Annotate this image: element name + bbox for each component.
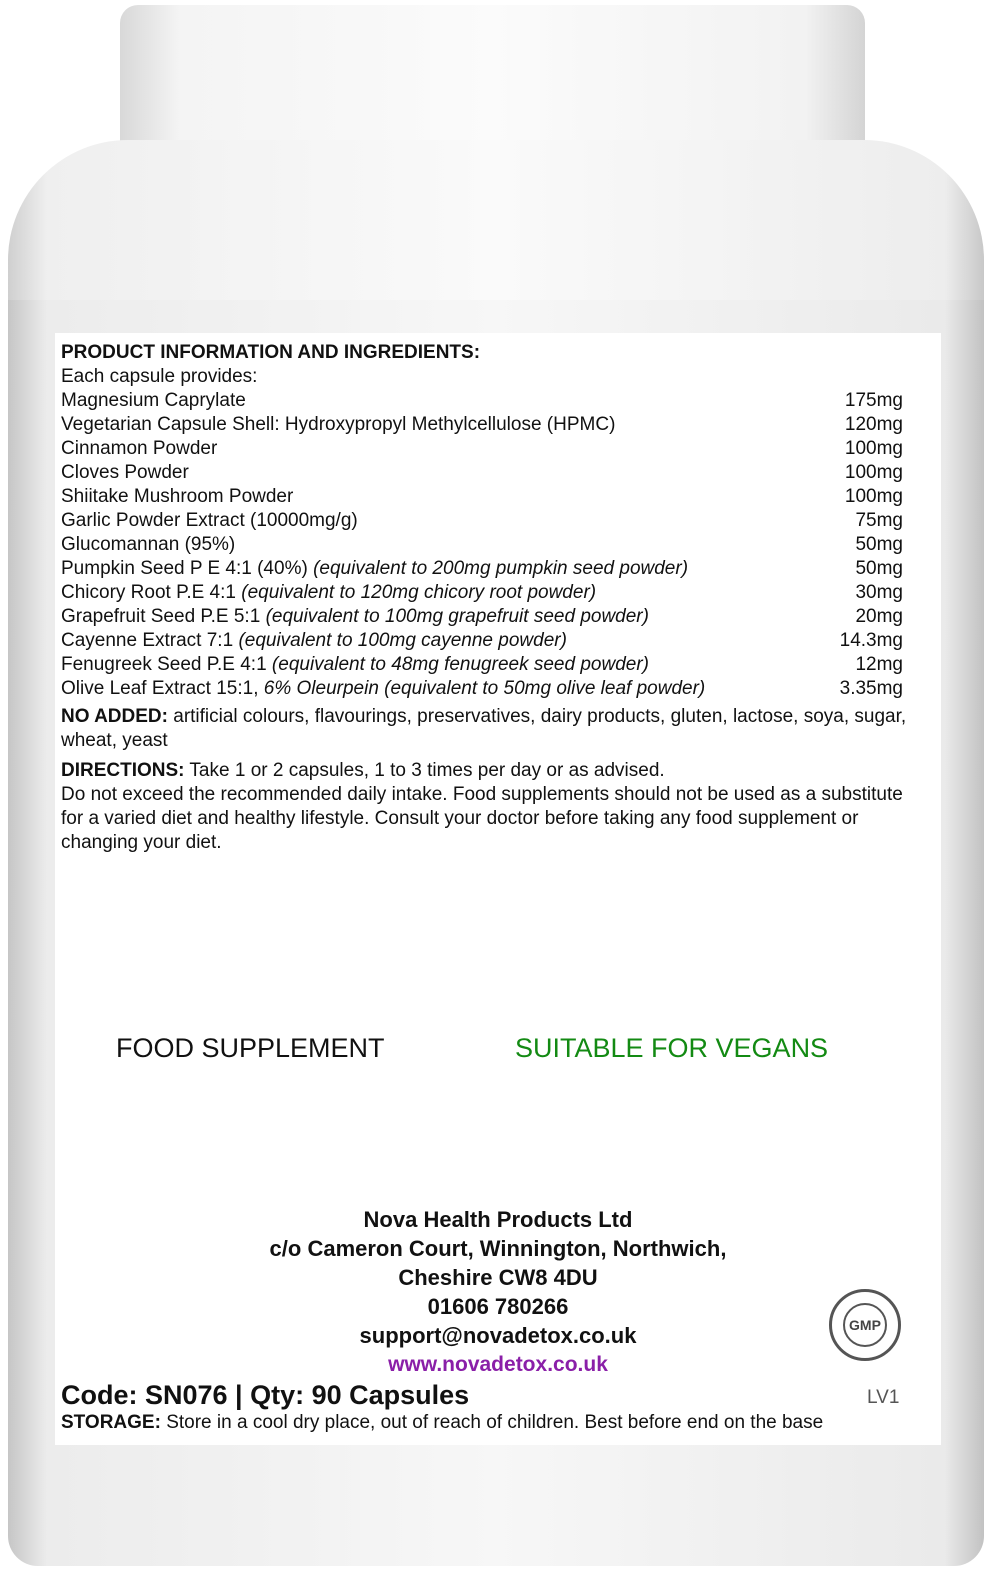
storage-text: Store in a cool dry place, out of reach of children. Best before end on the base	[160, 1412, 824, 1433]
product-label	[55, 333, 941, 1445]
directions-warning: Do not exceed the recommended daily intake. Food supplements should not be used as a substitute for a varied diet and healthy lifestyle. Consult your doctor before taking any food supplement or changing your diet.	[61, 784, 903, 853]
ingredient-name: Shiitake Mushroom Powder	[61, 486, 294, 507]
directions-text: Take 1 or 2 capsules, 1 to 3 times per day or as advised.	[184, 760, 665, 781]
ingredient-row	[61, 677, 903, 701]
company-email[interactable]: support@novadetox.co.uk	[359, 1323, 637, 1348]
storage	[61, 1411, 823, 1435]
ingredient-name: Grapefruit Seed P.E 5:1 (equivalent to 100mg grapefruit seed powder)	[61, 606, 649, 627]
ingredient-amount: 3.35mg	[839, 678, 903, 699]
ingredient-row	[61, 389, 903, 413]
company-phone: 01606 780266	[427, 1294, 569, 1319]
ingredients-section	[61, 341, 903, 701]
food-supplement-label: FOOD SUPPLEMENT	[116, 1033, 385, 1063]
ingredient-name: Chicory Root P.E 4:1 (equivalent to 120mg chicory root powder)	[61, 582, 597, 603]
ingredient-amount: 175mg	[844, 390, 903, 411]
ingredient-amount: 20mg	[855, 606, 903, 627]
ingredient-amount: 12mg	[855, 654, 903, 675]
ingredient-amount: 50mg	[855, 558, 903, 579]
ingredient-row	[61, 437, 903, 461]
ingredient-row	[61, 629, 903, 653]
label-version: LV1	[867, 1387, 900, 1408]
ingredient-row	[61, 581, 903, 605]
ingredient-name: Olive Leaf Extract 15:1, 6% Oleurpein (equivalent to 50mg olive leaf powder)	[61, 678, 706, 699]
ingredient-amount: 120mg	[844, 414, 903, 435]
ingredient-row	[61, 605, 903, 629]
gmp-logo-text: GMP	[843, 1303, 887, 1347]
ingredient-name: Pumpkin Seed P E 4:1 (40%) (equivalent to 200mg pumpkin seed powder)	[61, 558, 689, 579]
gmp-logo	[829, 1289, 901, 1361]
ingredient-amount: 100mg	[844, 486, 903, 507]
no-added-label: NO ADDED:	[61, 706, 168, 727]
ingredient-amount: 100mg	[844, 462, 903, 483]
ingredient-row	[61, 413, 903, 437]
directions-label: DIRECTIONS:	[61, 760, 185, 781]
ingredient-name: Garlic Powder Extract (10000mg/g)	[61, 510, 358, 531]
storage-label: STORAGE:	[61, 1412, 161, 1433]
ingredient-name: Cloves Powder	[61, 462, 189, 483]
ingredient-row	[61, 653, 903, 677]
company-address-2: Cheshire CW8 4DU	[398, 1265, 598, 1290]
ingredient-row	[61, 461, 903, 485]
ingredient-name: Cinnamon Powder	[61, 438, 218, 459]
ingredient-amount: 14.3mg	[839, 630, 903, 651]
ingredient-row	[61, 533, 903, 557]
ingredient-name: Glucomannan (95%)	[61, 534, 236, 555]
no-added	[61, 705, 911, 753]
ingredient-amount: 100mg	[844, 438, 903, 459]
product-code: Code: SN076 | Qty: 90 Capsules	[61, 1380, 470, 1410]
ingredients-heading: PRODUCT INFORMATION AND INGREDIENTS:	[61, 342, 481, 363]
directions	[61, 759, 911, 855]
ingredient-name: Cayenne Extract 7:1 (equivalent to 100mg cayenne powder)	[61, 630, 567, 651]
ingredient-amount: 30mg	[855, 582, 903, 603]
company-name: Nova Health Products Ltd	[363, 1207, 633, 1232]
ingredients-subheading: Each capsule provides:	[61, 366, 258, 387]
company-website[interactable]: www.novadetox.co.uk	[388, 1353, 608, 1376]
ingredient-amount: 75mg	[855, 510, 903, 531]
ingredient-row	[61, 485, 903, 509]
no-added-text: artificial colours, flavourings, preservatives, dairy products, gluten, lactose, soya, sugar, wheat, yeast	[61, 706, 907, 751]
company-address-1: c/o Cameron Court, Winnington, Northwich,	[269, 1236, 727, 1261]
ingredient-name: Fenugreek Seed P.E 4:1 (equivalent to 48mg fenugreek seed powder)	[61, 654, 649, 675]
ingredient-row	[61, 509, 903, 533]
ingredient-amount: 50mg	[855, 534, 903, 555]
ingredient-row	[61, 557, 903, 581]
company-info	[55, 1205, 941, 1379]
vegan-label: SUITABLE FOR VEGANS	[515, 1033, 829, 1063]
ingredient-name: Magnesium Caprylate	[61, 390, 246, 411]
ingredient-name: Vegetarian Capsule Shell: Hydroxypropyl Methylcellulose (HPMC)	[61, 414, 616, 435]
